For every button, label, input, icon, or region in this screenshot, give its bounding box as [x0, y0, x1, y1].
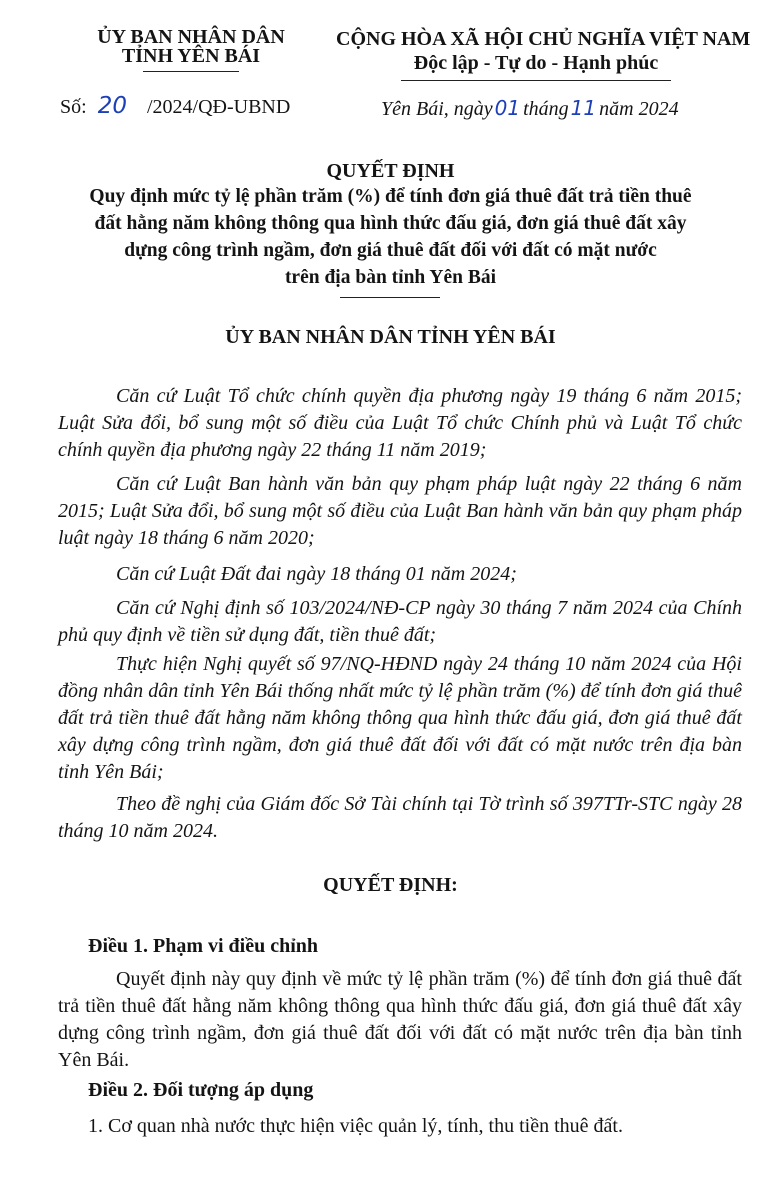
number-prefix: Số:: [60, 96, 87, 118]
basis-paragraph-4: Căn cứ Nghị định số 103/2024/NĐ-CP ngày 30 tháng 7 năm 2024 của Chính phủ quy định về tiền sử dụng đất, tiền thuê đất;: [58, 597, 742, 646]
issuer-heading: ỦY BAN NHÂN DÂN TỈNH YÊN BÁI: [225, 326, 556, 348]
title-subtitle-line3: dựng công trình ngầm, đơn giá thuê đất đối với đất có mặt nước: [124, 240, 657, 261]
nation-motto: Độc lập - Tự do - Hạnh phúc: [413, 52, 659, 74]
handwritten-day: 01: [494, 96, 521, 120]
basis-paragraph-2: Căn cứ Luật Ban hành văn bản quy phạm pháp luật ngày 22 tháng 6 năm 2015; Luật Sửa đổi, bổ sung một số điều của Luật Ban hành văn bản quy phạm pháp luật ngày 18 tháng 6 năm 2020;: [58, 473, 742, 549]
basis-paragraph-6: Theo đề nghị của Giám đốc Sở Tài chính tại Tờ trình số 397TTr-STC ngày 28 tháng 10 năm 2024.: [58, 793, 742, 842]
decision-heading: QUYẾT ĐỊNH:: [323, 874, 458, 896]
month-label: tháng: [523, 98, 569, 120]
motto-underline: [401, 80, 671, 81]
place-date: [381, 96, 679, 121]
agency-name-line2: TỈNH YÊN BÁI: [121, 45, 261, 67]
title-subtitle-line4: trên địa bàn tỉnh Yên Bái: [284, 267, 497, 288]
document-number: [60, 93, 290, 119]
nation-title: CỘNG HÒA XÃ HỘI CHỦ NGHĨA VIỆT NAM: [336, 28, 751, 50]
document-title: QUYẾT ĐỊNH: [326, 160, 455, 182]
article-1-body: Quyết định này quy định về mức tỷ lệ phần trăm (%) để tính đơn giá thuê đất trả tiền thuê đất hằng năm không thông qua hình thức đấu giá, đơn giá thuê đất xây dựng công trình ngầm, đơn giá thuê đất đối với đất có mặt nước trên địa bàn tỉnh Yên Bái.: [58, 968, 742, 1071]
article-1-title: Điều 1. Phạm vi điều chỉnh: [88, 935, 319, 957]
basis-paragraph-5: Thực hiện Nghị quyết số 97/NQ-HĐND ngày 24 tháng 10 năm 2024 của Hội đồng nhân dân tỉnh Yên Bái thống nhất mức tỷ lệ phần trăm (%) để tính đơn giá thuê đất trả tiền thuê đất hằng năm không thông qua hình thức đấu giá, đơn giá thuê đất xây dựng công trình ngầm, đơn giá thuê đất đối với đất có mặt nước trên địa bàn tỉnh Yên Bái;: [58, 653, 742, 783]
article-2-item-1: 1. Cơ quan nhà nước thực hiện việc quản lý, tính, thu tiền thuê đất.: [88, 1115, 623, 1137]
handwritten-month: 11: [570, 96, 597, 120]
date-prefix: Yên Bái, ngày: [381, 98, 493, 120]
agency-name-line1: ỦY BAN NHÂN DÂN: [97, 26, 285, 48]
title-subtitle-line2: đất hằng năm không thông qua hình thức đấu giá, đơn giá thuê đất xây: [94, 213, 687, 234]
year-text: năm 2024: [599, 98, 679, 120]
title-underline: [340, 297, 440, 298]
basis-paragraph-1: Căn cứ Luật Tổ chức chính quyền địa phương ngày 19 tháng 6 năm 2015; Luật Sửa đổi, bổ sung một số điều của Luật Tổ chức Chính phủ và Luật Tổ chức chính quyền địa phương ngày 22 tháng 11 năm 2019;: [58, 385, 742, 461]
title-subtitle-line1: Quy định mức tỷ lệ phần trăm (%) để tính đơn giá thuê đất trả tiền thuê: [89, 186, 692, 207]
article-2-title: Điều 2. Đối tượng áp dụng: [88, 1079, 314, 1101]
agency-underline: [143, 71, 239, 72]
handwritten-number: 20: [97, 93, 127, 119]
number-suffix: /2024/QĐ-UBND: [146, 96, 291, 118]
basis-paragraph-3: Căn cứ Luật Đất đai ngày 18 tháng 01 năm 2024;: [116, 563, 517, 585]
